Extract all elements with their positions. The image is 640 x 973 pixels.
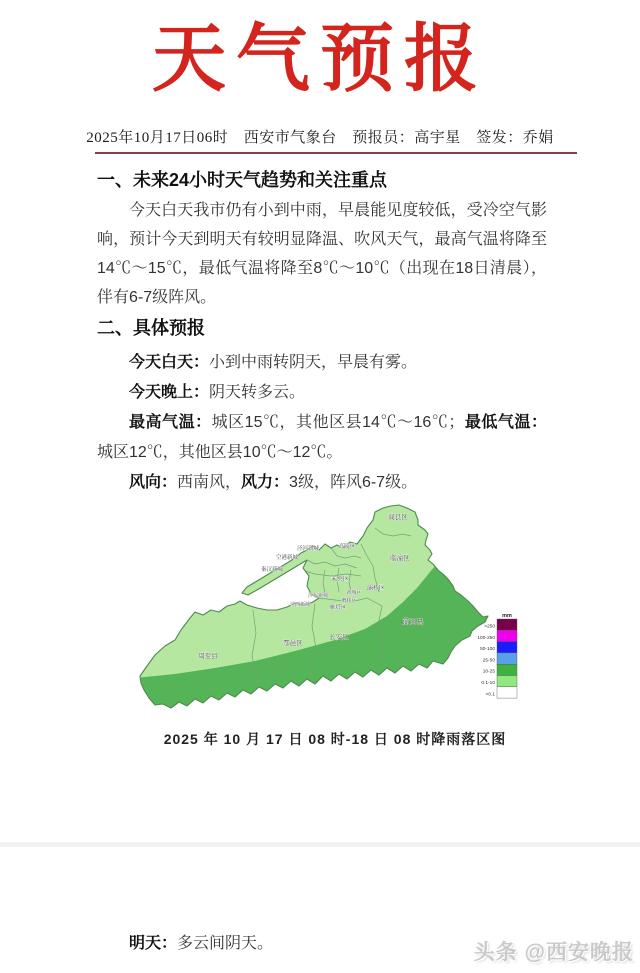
xian-rainfall-map-svg	[135, 498, 535, 726]
forecast-line-wind	[97, 468, 547, 498]
forecast-text: 多云间阴天。	[177, 935, 274, 952]
legend-swatch	[497, 687, 517, 698]
legend-title: mm	[502, 613, 512, 619]
forecast-label: 风向：	[129, 474, 178, 491]
legend-label: >250	[484, 624, 495, 630]
legend-swatch	[497, 630, 517, 641]
district-label-lantian: 蓝田县	[402, 619, 424, 626]
forecast-text: 城区15℃，其他区县14℃～16℃；	[211, 414, 465, 431]
page-break-band	[0, 842, 640, 847]
district-label-qinhanxincheng: 秦汉新城	[260, 567, 284, 573]
legend-swatch	[497, 642, 517, 653]
district-label-gaoling: 高陵区	[338, 544, 356, 550]
district-label-xincheng: 新城区	[346, 590, 362, 596]
district-label-zhouzhi: 周至县	[198, 653, 218, 660]
legend-swatch	[497, 664, 517, 675]
forecast-label: 今天白天：	[129, 354, 210, 371]
page-title: 天气预报	[152, 19, 488, 101]
legend-label: 10-25	[482, 669, 495, 675]
section1-heading: 一、未来24小时天气趋势和关注重点	[97, 170, 388, 190]
forecast-text: 西南风，	[177, 474, 242, 491]
legend-label: 50-100	[480, 647, 495, 653]
district-label-fengxixincheng: 沣西新城	[289, 602, 311, 608]
forecast-text: 城区12℃，其他区县10℃～12℃。	[97, 444, 343, 461]
district-label-changan: 长安区	[329, 634, 349, 641]
legend-label: 25-50	[482, 658, 495, 664]
district-label-beilin: 碑林区	[341, 598, 357, 604]
district-label-weiyang: 未央区	[330, 577, 350, 583]
issue-info-line: 2025年10月17日06时 西安市气象台 预报员：高宇星 签发：乔娟	[86, 130, 554, 146]
map-caption: 2025 年 10 月 17 日 08 时-18 日 08 时降雨落区图	[163, 731, 507, 747]
section1-body	[97, 196, 547, 312]
district-label-lintong: 临潼区	[390, 555, 410, 562]
legend-swatch	[497, 619, 517, 630]
district-label-yanta: 雁塔区	[329, 605, 347, 611]
district-label-jinghexincheng: 泾河新城	[296, 546, 320, 552]
rainfall-map	[135, 498, 535, 726]
forecast-line-daytime	[97, 348, 547, 378]
forecast-text: 阴天转多云。	[209, 384, 306, 401]
forecast-line-temperature	[97, 408, 547, 468]
district-label-fengdongxincheng: 沣东新城	[307, 593, 329, 599]
legend-label: 100-250	[477, 635, 495, 641]
section1-paragraph: 今天白天我市仍有小到中雨，早晨能见度较低，受冷空气影响，预计今天到明天有较明显降温、吹风天气，最高气温将降至14℃～15℃，最低气温将降至8℃～10℃（出现在18日清晨），伴有6-7级阵风。	[97, 202, 547, 306]
district-label-baqiao: 灞桥区	[366, 586, 386, 592]
section2-heading: 二、具体预报	[97, 318, 205, 338]
section2-body	[97, 348, 547, 498]
forecast-line-tonight	[97, 378, 547, 408]
forecast-label: 最高气温：	[129, 414, 212, 431]
forecast-label: 风力：	[241, 474, 290, 491]
forecast-label: 最低气温：	[464, 414, 547, 431]
forecast-text: 小到中雨转阴天，早晨有雾。	[209, 354, 418, 371]
legend-label: <0.1	[485, 692, 495, 698]
legend-swatch	[497, 653, 517, 664]
legend-label: 0.1-10	[481, 681, 495, 686]
forecast-text: 3级，阵风6-7级。	[289, 474, 418, 491]
forecast-label: 明天：	[129, 935, 178, 952]
legend-swatch	[497, 676, 517, 687]
district-label-konggangxincheng: 空港新城	[275, 555, 299, 561]
district-label-yanliang: 阎良区	[388, 514, 408, 521]
forecast-label: 今天晚上：	[129, 384, 210, 401]
district-label-huyi: 鄠邑区	[283, 640, 303, 647]
watermark-toutiao-xian-evening-news: 头条 @西安晚报	[473, 941, 634, 964]
header-divider	[95, 152, 577, 154]
rainfall-legend	[477, 613, 517, 698]
